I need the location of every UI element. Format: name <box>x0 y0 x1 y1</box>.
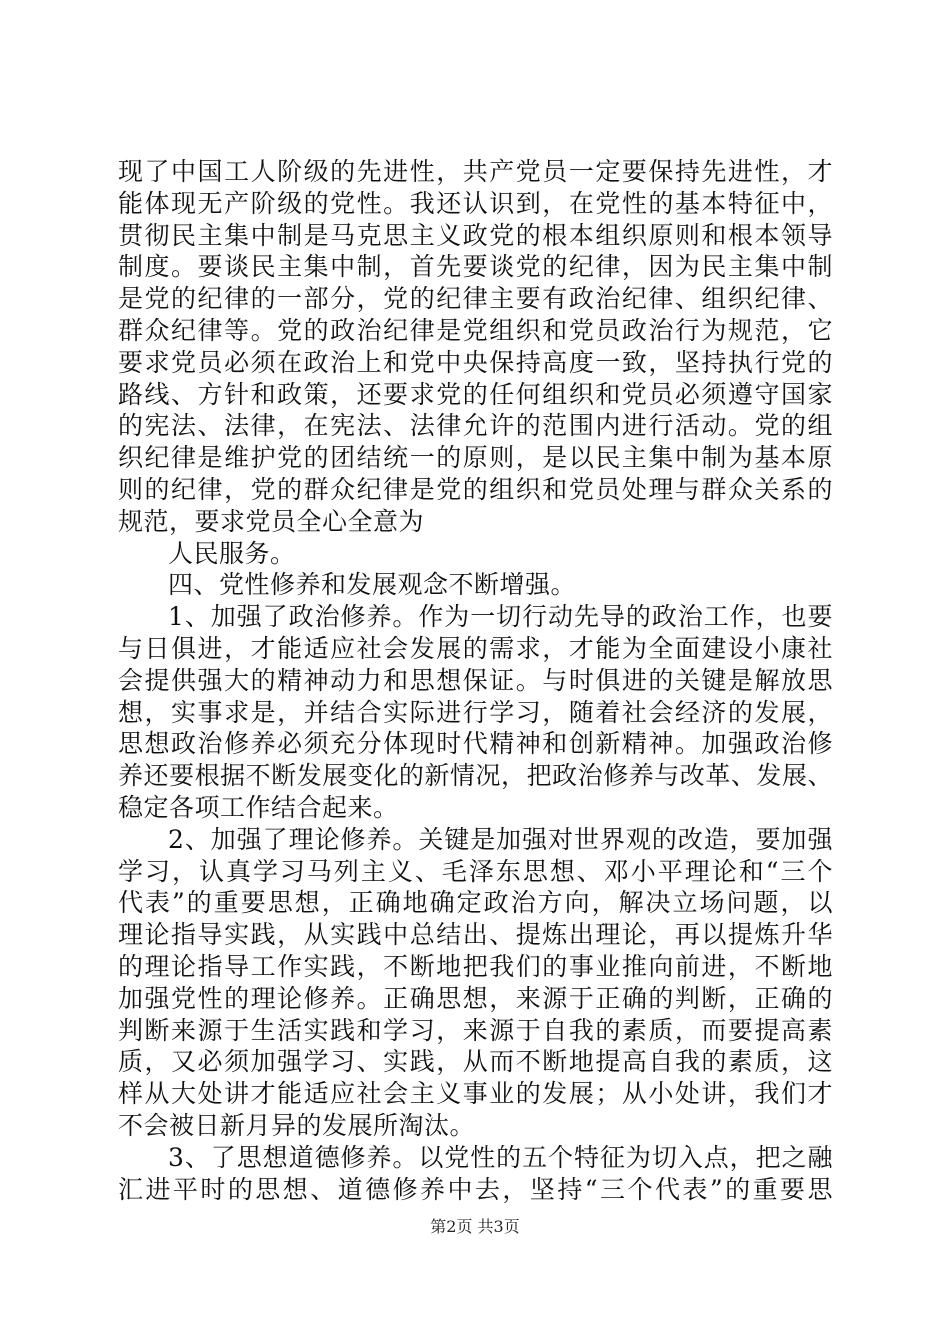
text-line: 则的纪律，党的群众纪律是党的组织和党员处理与群众关系的 <box>118 474 833 504</box>
text-line: 思想政治修养必须充分体现时代精神和创新精神。加强政治修 <box>118 729 833 759</box>
text-line: 理论指导实践，从实践中总结出、提炼出理论，再以提炼升华 <box>118 920 833 950</box>
text-line: 学习，认真学习马列主义、毛泽东思想、邓小平理论和“三个 <box>118 856 833 886</box>
text-line: 不会被日新月异的发展所淘汰。 <box>118 1110 476 1140</box>
text-line: 加强党性的理论修养。正确思想，来源于正确的判断，正确的 <box>118 983 833 1013</box>
text-line: 的宪法、法律，在宪法、法律允许的范围内进行活动。党的组 <box>118 411 833 441</box>
document-body <box>118 156 833 1205</box>
text-line: 织纪律是维护党的团结统一的原则，是以民主集中制为基本原 <box>118 443 833 473</box>
text-line: 养还要根据不断发展变化的新情况，把政治修养与改革、发展、 <box>118 761 833 791</box>
text-line: 现了中国工人阶级的先进性，共产党员一定要保持先进性，才 <box>118 157 833 186</box>
text-line: 代表”的重要思想，正确地确定政治方向，解决立场问题，以 <box>118 888 833 918</box>
text-line: 的理论指导工作实践，不断地把我们的事业推向前进，不断地 <box>118 951 833 981</box>
paragraph-start: 1、加强了政治修养。作为一切行动先导的政治工作，也要 <box>168 602 833 632</box>
text-line: 判断来源于生活实践和学习，来源于自我的素质，而要提高素 <box>118 1015 833 1045</box>
text-line: 稳定各项工作结合起来。 <box>118 792 399 822</box>
text-line: 制度。要谈民主集中制，首先要谈党的纪律，因为民主集中制 <box>118 252 833 282</box>
text-line: 想，实事求是，并结合实际进行学习，随着社会经济的发展， <box>118 697 833 727</box>
text-line: 是党的纪律的一部分，党的纪律主要有政治纪律、组织纪律、 <box>118 284 833 314</box>
text-line: 要求党员必须在政治上和党中央保持高度一致，坚持执行党的 <box>118 347 833 377</box>
section-heading: 四、党性修养和发展观念不断增强。 <box>168 570 577 600</box>
text-line: 能体现无产阶级的党性。我还认识到，在党性的基本特征中， <box>118 188 833 218</box>
paragraph-start: 2、加强了理论修养。关键是加强对世界观的改造，要加强 <box>168 824 833 854</box>
page-number-footer: 第2页 共3页 <box>430 1217 520 1236</box>
text-line: 贯彻民主集中制是马克思主义政党的根本组织原则和根本领导 <box>118 220 833 250</box>
text-line: 会提供强大的精神动力和思想保证。与时俱进的关键是解放思 <box>118 665 833 695</box>
text-line: 路线、方针和政策，还要求党的任何组织和党员必须遵守国家 <box>118 379 833 409</box>
text-line: 样从大处讲才能适应社会主义事业的发展；从小处讲，我们才 <box>118 1079 833 1109</box>
text-line: 质，又必须加强学习、实践，从而不断地提高自我的素质，这 <box>118 1047 833 1077</box>
text-line: 群众纪律等。党的政治纪律是党组织和党员政治行为规范，它 <box>118 315 833 345</box>
text-line: 汇进平时的思想、道德修养中去，坚持“三个代表”的重要思 <box>118 1174 833 1204</box>
text-line: 与日俱进，才能适应社会发展的需求，才能为全面建设小康社 <box>118 633 833 663</box>
text-line: 规范，要求党员全心全意为 <box>118 506 425 536</box>
text-line: 人民服务。 <box>168 538 296 568</box>
paragraph-start: 3、了思想道德修养。以党性的五个特征为切入点，把之融 <box>168 1142 833 1172</box>
